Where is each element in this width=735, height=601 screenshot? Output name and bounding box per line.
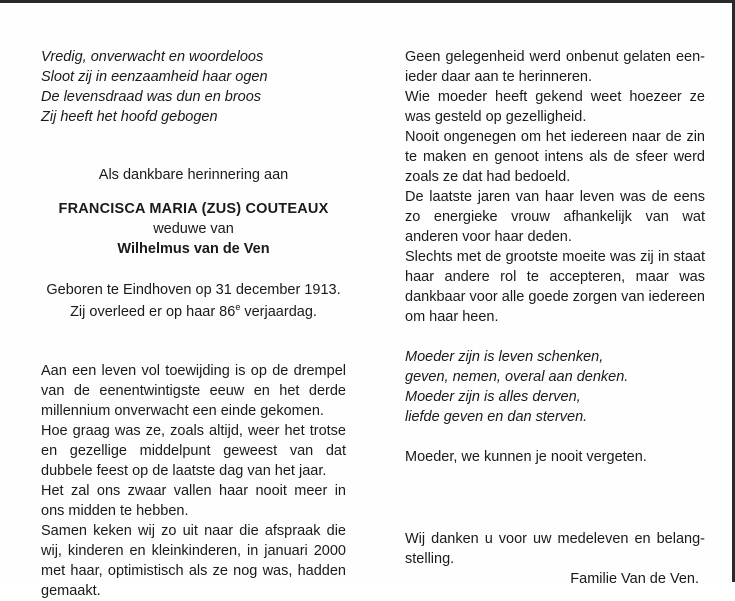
- spouse-name: Wilhelmus van de Ven: [117, 241, 270, 257]
- paragraph-line: millennium onverwacht een einde gekomen.: [41, 403, 324, 419]
- death-line-text: Zij overleed er op haar 86: [70, 304, 236, 320]
- poem-line: De levensdraad was dun en broos: [41, 89, 262, 105]
- paragraph-line: ieder daar aan te herinneren.: [405, 69, 593, 85]
- poem-line: Zij heeft het hoofd gebogen: [41, 109, 218, 125]
- poem-line: Vredig, onverwacht en woordeloos: [41, 49, 264, 65]
- paragraph-line: en gezellige middelpunt geweest van dat: [41, 443, 346, 459]
- paragraph-line: dubbele feest op de laatste dag van het jaar.: [41, 463, 327, 479]
- death-line-end: verjaardag.: [240, 304, 317, 320]
- paragraph-line: haar andere rol te accepteren, maar was: [405, 269, 705, 285]
- paragraph-line: Hoe graag was ze, zoals altijd, weer het trotse: [41, 423, 346, 439]
- paragraph-line: Slechts met de grootste moeite was zij in staat: [405, 249, 705, 265]
- never-forget-line: Moeder, we kunnen je nooit vergeten.: [405, 449, 647, 465]
- paragraph-line: te maken en genoot intens als de sfeer werd: [405, 149, 705, 165]
- paragraph-line: anderen voor haar deden.: [405, 229, 572, 245]
- paragraph-line: van de eenentwintigste eeuw en het derde: [41, 383, 346, 399]
- paragraph-line: zo energieke vrouw afhankelijk van wat: [405, 209, 705, 225]
- thanks-line: Wij danken u voor uw medeleven en belang-: [405, 531, 705, 547]
- paragraph-line: Nooit ongenegen om het iedereen naar de zin: [405, 129, 705, 145]
- paragraph-line: Samen keken wij zo uit naar die afspraak die: [41, 523, 346, 539]
- tribute-paragraph: [41, 361, 346, 601]
- family-signoff: Familie Van de Ven.: [570, 571, 699, 587]
- birth-line: Geboren te Eindhoven op 31 december 1913.: [46, 282, 341, 298]
- paragraph-line: zoals ze dat had bedoeld.: [405, 169, 571, 185]
- top-border: [0, 0, 735, 3]
- poem-line: Moeder zijn is alles derven,: [405, 389, 581, 405]
- deceased-name: FRANCISCA MARIA (ZUS) COUTEAUX: [58, 201, 329, 217]
- poem-line: Sloot zij in eenzaamheid haar ogen: [41, 69, 268, 85]
- death-line: [41, 301, 346, 323]
- paragraph-line: gemaakt.: [41, 583, 101, 599]
- poem-line: geven, nemen, overal aan denken.: [405, 369, 629, 385]
- life-dates: [41, 279, 346, 323]
- paragraph-line: Wie moeder heeft gekend weet hoezeer ze: [405, 89, 705, 105]
- paragraph-line: Aan een leven vol toewijding is op de drempel: [41, 363, 346, 379]
- remembrance-paragraph: [405, 47, 705, 327]
- paragraph-line: ons midden te hebben.: [41, 503, 189, 519]
- paragraph-line: wij, kinderen en kleinkinderen, in januari 2000: [41, 543, 346, 559]
- memorial-intro: Als dankbare herinnering aan: [98, 167, 289, 183]
- paragraph-line: dankbaar voor alle goede zorgen van iedereen: [405, 289, 705, 305]
- closing-poem: [405, 347, 705, 427]
- widow-of: weduwe van: [153, 221, 234, 237]
- ordinal-suffix: e: [235, 302, 241, 313]
- thanks-note: [405, 529, 705, 569]
- memorial-header: [41, 165, 346, 259]
- poem-line: Moeder zijn is leven schenken,: [405, 349, 604, 365]
- paragraph-line: De laatste jaren van haar leven was de eens: [405, 189, 705, 205]
- paragraph-line: Geen gelegenheid werd onbenut gelaten een-: [405, 49, 705, 65]
- paragraph-line: met haar, optimistisch als ze nog was, hadden: [41, 563, 346, 579]
- thanks-line: stelling.: [405, 551, 455, 567]
- poem-line: liefde geven en dan sterven.: [405, 409, 588, 425]
- right-column: [405, 47, 705, 589]
- paragraph-line: om haar heen.: [405, 309, 499, 325]
- paragraph-line: Het zal ons zwaar vallen haar nooit meer in: [41, 483, 346, 499]
- left-column: [41, 47, 346, 601]
- opening-poem: [41, 47, 346, 127]
- paragraph-line: was gesteld op gezelligheid.: [405, 109, 587, 125]
